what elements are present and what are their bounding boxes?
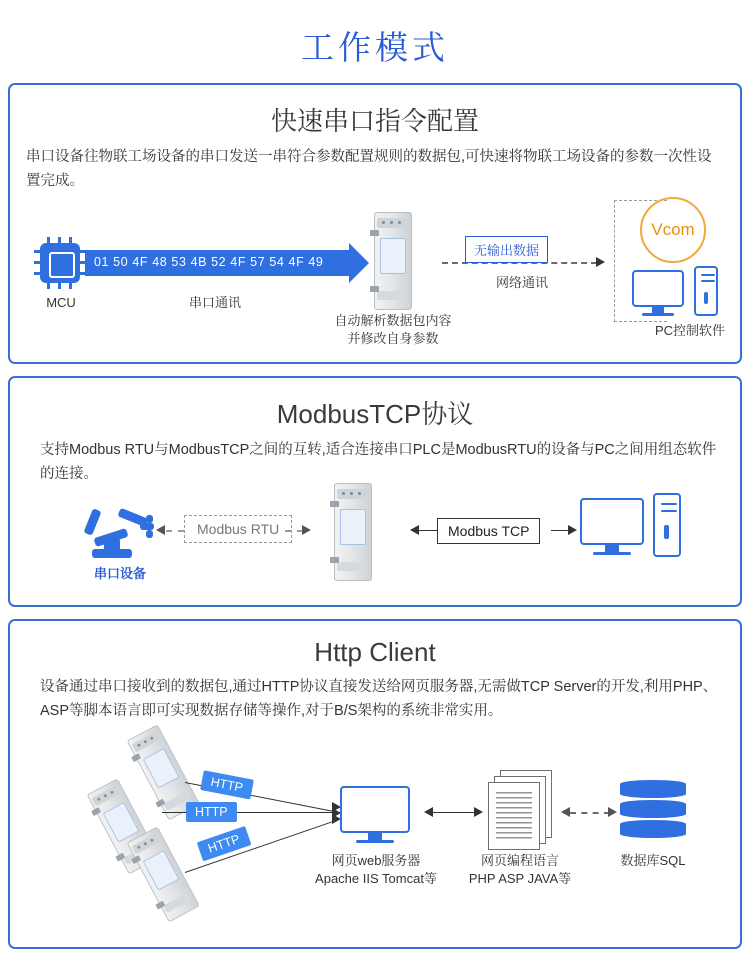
modbus-tcp-label: Modbus TCP (437, 518, 540, 544)
section-1-desc: 串口设备往物联工场设备的串口发送一串符合参数配置规则的数据包,可快速将物联工场设备的参数一次性设置完成。 (26, 149, 712, 189)
code-db-arrow-right (608, 807, 617, 817)
pc-monitor-icon (632, 270, 690, 318)
network-arrow-head (596, 257, 605, 267)
server-caption-line2: Apache IIS Tomcat等 (315, 870, 437, 886)
pc-monitor-icon-2 (580, 498, 650, 560)
converter-device-icon (370, 212, 414, 308)
lang-caption-line2: PHP ASP JAVA等 (468, 870, 572, 886)
database-icon (620, 780, 686, 842)
server-code-line (433, 812, 475, 813)
tcp-line-left (419, 530, 437, 531)
mcu-chip-icon (40, 243, 80, 283)
vcom-circle: Vcom (640, 197, 706, 263)
section-2-diagram (10, 493, 740, 613)
device-caption-line1: 自动解析数据包内容 (334, 312, 452, 328)
section-2-desc: 支持Modbus RTU与ModbusTCP之间的互转,适合连接串口PLC是ModbusRTU的设备与PC之间用组态软件的连接。 (40, 442, 717, 482)
hex-packet-text: 01 50 4F 48 53 4B 52 4F 57 54 4F 49 (94, 254, 324, 269)
rtu-arrow-right (302, 525, 311, 535)
serial-comm-label: 串口通讯 (188, 294, 242, 310)
tcp-line-right (551, 530, 569, 531)
code-db-arrow-left (561, 807, 570, 817)
section-3-diagram (10, 730, 740, 945)
page-title: 工作模式 (301, 29, 449, 66)
converter-device-icon-2 (330, 483, 374, 579)
device-caption-line2: 并修改自身参数 (347, 330, 439, 346)
network-comm-label: 网络通讯 (495, 274, 549, 290)
server-code-arrow-left (424, 807, 433, 817)
code-db-dash (570, 812, 610, 814)
server-code-arrow-right (474, 807, 483, 817)
no-output-label: 无输出数据 (465, 236, 548, 263)
section-3-title: Http Client (314, 637, 436, 667)
tcp-arrow-right (568, 525, 577, 535)
serial-device-robot-icon (88, 501, 158, 561)
pc-tower-icon (694, 266, 718, 316)
tcp-arrow-left (410, 525, 419, 535)
converter-device-icon-5 (123, 825, 200, 922)
http-tag-3: HTTP (197, 826, 251, 861)
pc-tower-icon-2 (653, 493, 681, 557)
serial-device-label: 串口设备 (93, 565, 147, 581)
rtu-dash-right (285, 530, 303, 532)
lang-caption-line1: 网页编程语言 (480, 852, 560, 868)
section-http-client (8, 619, 742, 949)
server-caption-line1: 网页web服务器 (331, 852, 421, 868)
http-tag-1: HTTP (200, 770, 254, 799)
http-tag-2: HTTP (186, 802, 237, 822)
modbus-rtu-label: Modbus RTU (184, 515, 292, 543)
web-server-monitor-icon (340, 786, 414, 848)
rtu-arrow-left (156, 525, 165, 535)
section-3-desc: 设备通过串口接收到的数据包,通过HTTP协议直接发送给网页服务器,无需做TCP Server的开发,利用PHP、ASP等脚本语言即可实现数据存储等操作,对于B/S架构的系统非常实用。 (40, 679, 718, 719)
section-2-title: ModbusTCP协议 (276, 399, 474, 429)
pc-software-label: PC控制软件 (654, 322, 726, 338)
rtu-dash-left (166, 530, 184, 532)
section-1-title: 快速串口指令配置 (270, 106, 479, 136)
mcu-label: MCU (46, 294, 76, 310)
section-modbus-tcp (8, 376, 742, 607)
section-serial-config (8, 83, 742, 364)
db-caption: 数据库SQL (620, 852, 686, 868)
code-docs-icon (488, 770, 558, 848)
section-1-diagram (10, 200, 740, 360)
